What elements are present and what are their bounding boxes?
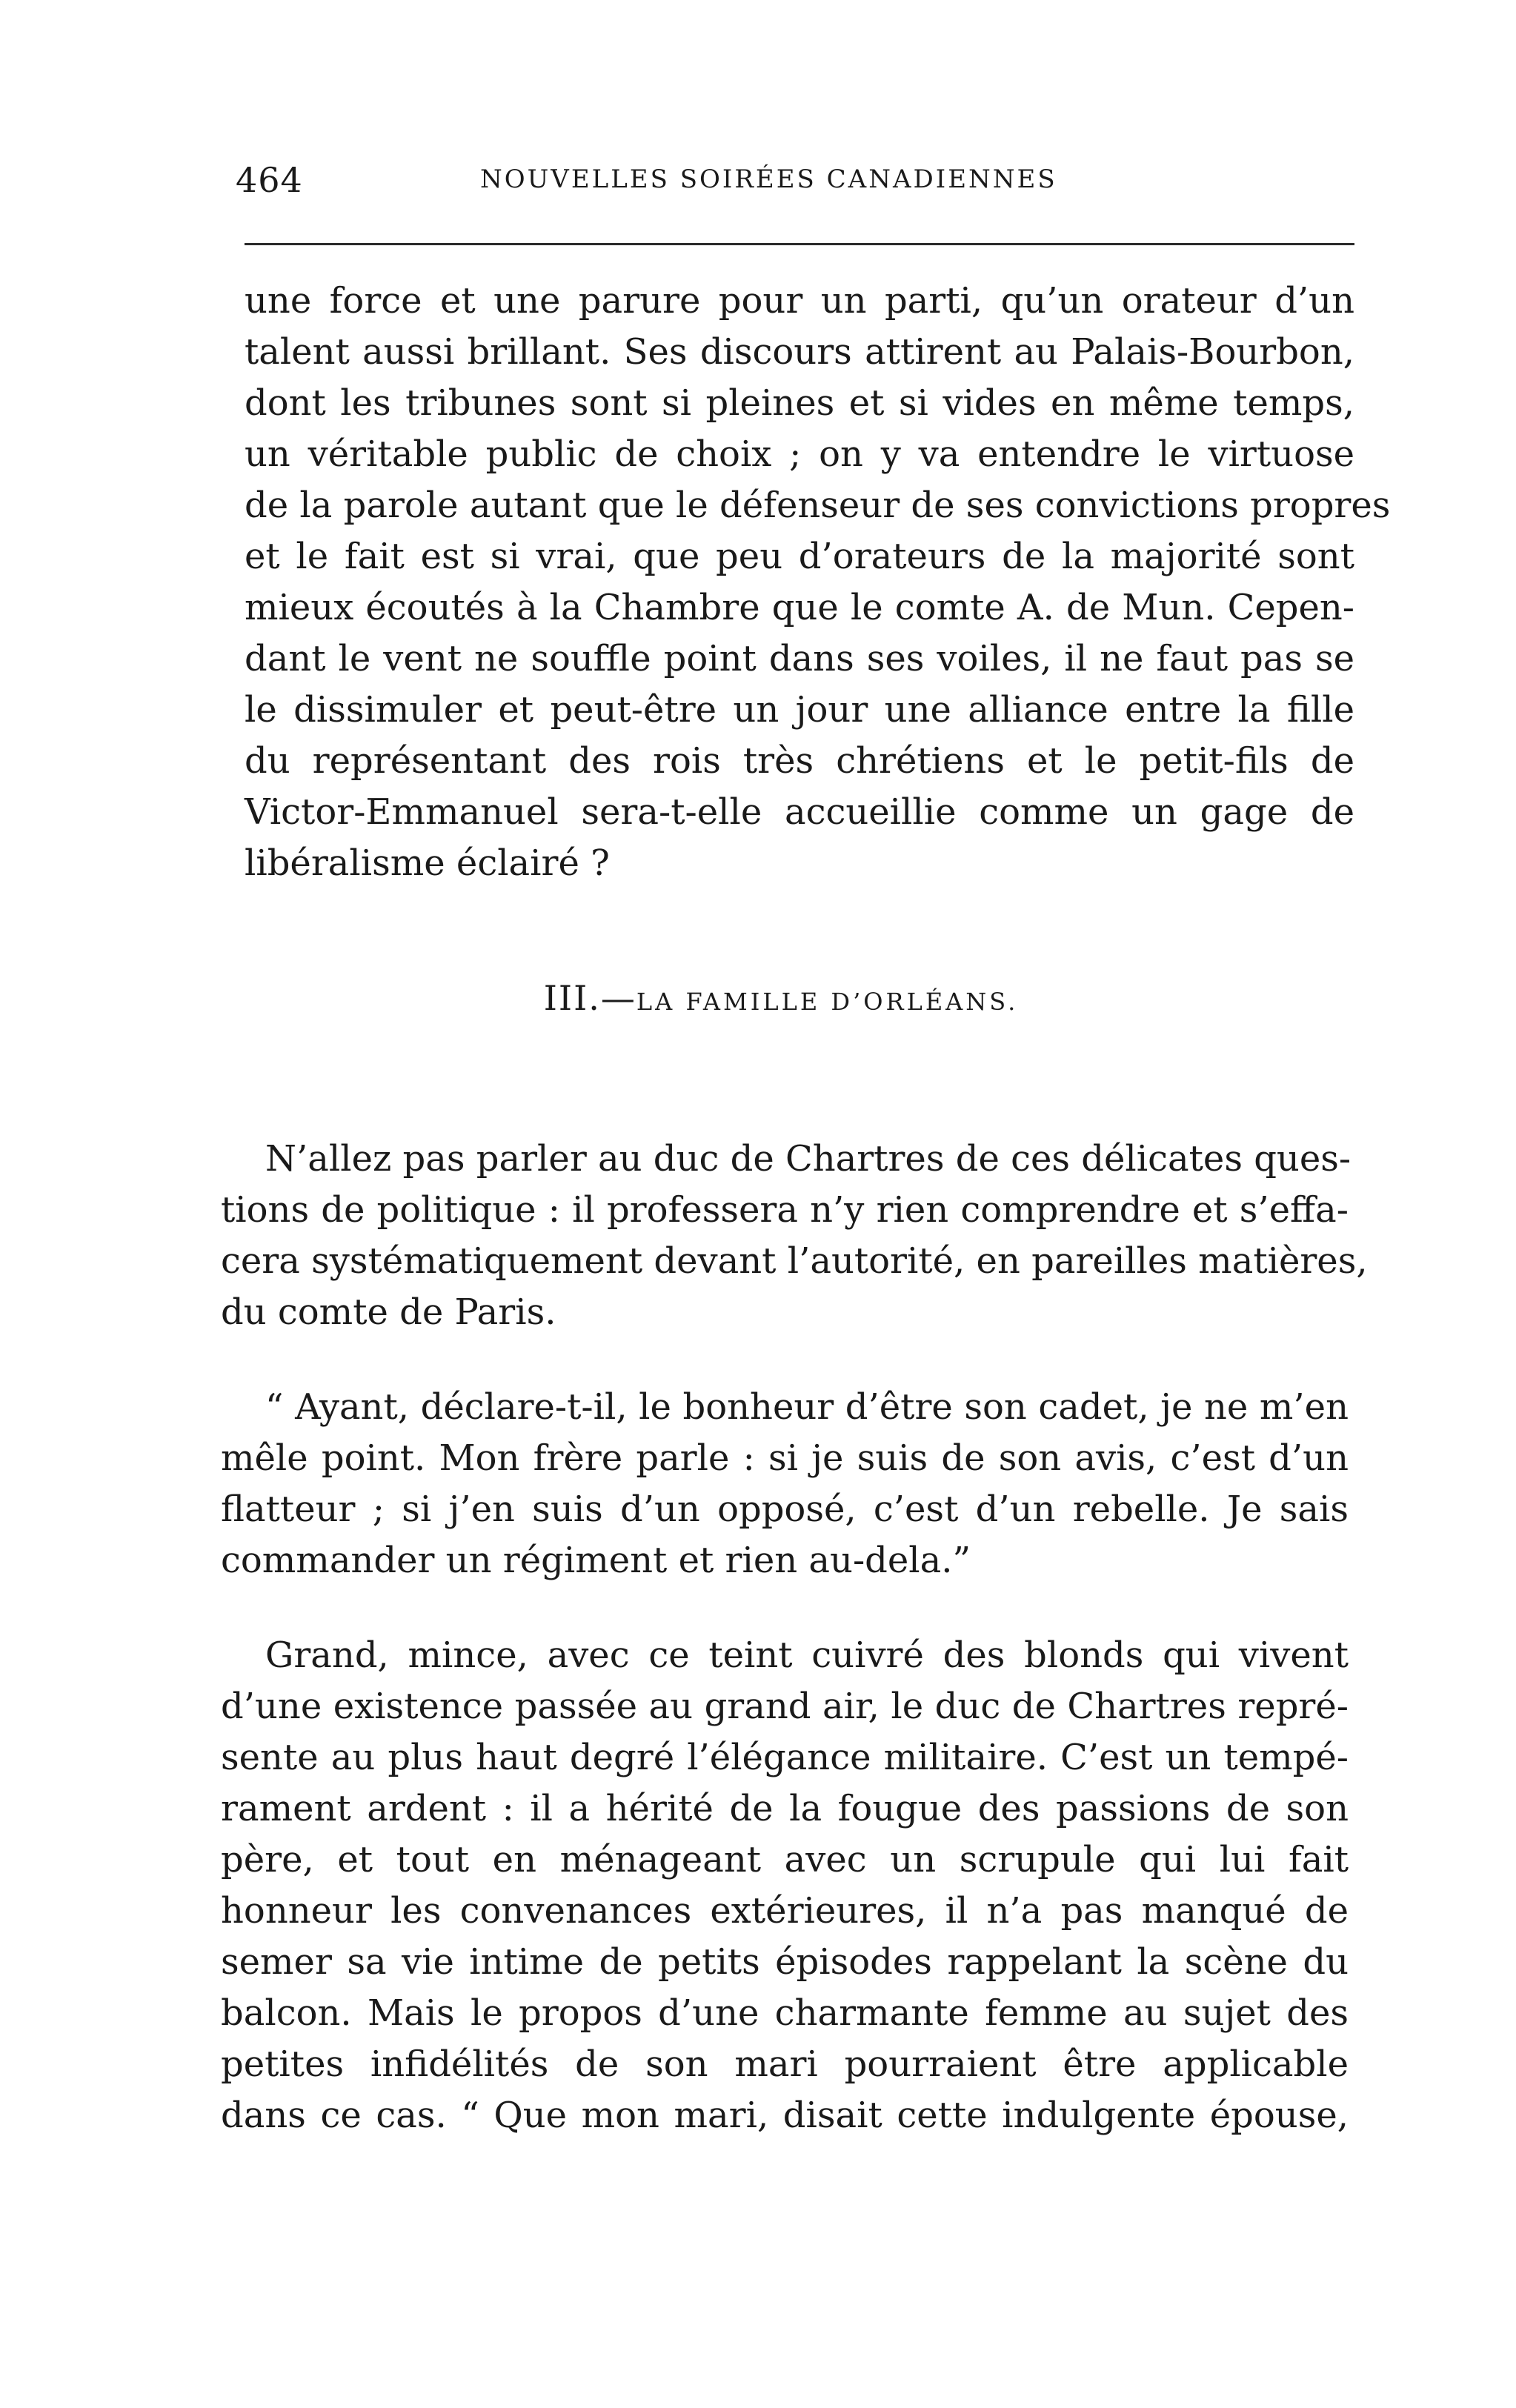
text-line: du comte de Paris.	[221, 1291, 556, 1333]
text-line: semer sa vie intime de petits épisodes rappelant la scène du	[221, 1941, 1349, 1983]
text-line: commander un régiment et rien au-dela.”	[221, 1540, 971, 1581]
text-line: sente au plus haut degré l’élégance militaire. C’est un tempé-	[221, 1737, 1349, 1778]
text-line: de la parole autant que le défenseur de ses convictions propres	[245, 485, 1391, 526]
text-line: d’une existence passée au grand air, le duc de Chartres repré-	[221, 1686, 1349, 1727]
section-numeral: III.—	[543, 978, 636, 1018]
text-line: et le fait est si vrai, que peu d’orateurs de la majorité sont	[245, 536, 1354, 577]
text-line: Grand, mince, avec ce teint cuivré des blonds qui vivent	[265, 1634, 1349, 1676]
paragraph	[221, 1134, 1368, 1338]
text-line: mieux écoutés à la Chambre que le comte A. de Mun. Cepen-	[245, 587, 1354, 628]
text-line: dans ce cas. “ Que mon mari, disait cette indulgente épouse,	[221, 2095, 1349, 2136]
header-rule	[245, 243, 1354, 245]
text-line: un véritable public de choix ; on y va entendre le virtuose	[245, 433, 1354, 475]
running-head: NOUVELLES SOIRÉES CANADIENNES	[480, 164, 1057, 194]
text-line: dont les tribunes sont si pleines et si vides en même temps,	[245, 382, 1354, 424]
text-line: “ Ayant, déclare-t-il, le bonheur d’être son cadet, je ne m’en	[265, 1386, 1349, 1428]
paragraph	[221, 1630, 1349, 2141]
text-line: rament ardent : il a hérité de la fougue des passions de son	[221, 1788, 1349, 1829]
text-line: mêle point. Mon frère parle : si je suis de son avis, c’est d’un	[221, 1437, 1349, 1479]
paragraph	[221, 1382, 1349, 1586]
text-line: honneur les convenances extérieures, il n’a pas manqué de	[221, 1890, 1349, 1932]
text-line: le dissimuler et peut-être un jour une alliance entre la fille	[245, 689, 1354, 731]
text-line: N’allez pas parler au duc de Chartres de ces délicates ques-	[265, 1138, 1352, 1180]
text-line: une force et une parure pour un parti, qu’un orateur d’un	[245, 280, 1354, 322]
text-line: tions de politique : il professera n’y rien comprendre et s’effa-	[221, 1189, 1349, 1231]
text-line: petites infidélités de son mari pourraient être applicable	[221, 2043, 1349, 2085]
continued-paragraph	[245, 276, 1391, 889]
text-line: cera systématiquement devant l’autorité, en pareilles matières,	[221, 1240, 1368, 1282]
text-line: talent aussi brillant. Ses discours attirent au Palais-Bourbon,	[245, 331, 1354, 373]
page-number: 464	[236, 160, 303, 200]
text-line: Victor-Emmanuel sera-t-elle accueillie comme un gage de	[245, 791, 1354, 833]
text-line: balcon. Mais le propos d’une charmante femme au sujet des	[221, 1992, 1349, 2034]
text-line: dant le vent ne souffle point dans ses voiles, il ne faut pas se	[245, 638, 1354, 679]
text-line: flatteur ; si j’en suis d’un opposé, c’est d’un rebelle. Je sais	[221, 1489, 1349, 1530]
page-header	[236, 156, 1354, 207]
text-line: du représentant des rois très chrétiens et le petit-fils de	[245, 740, 1354, 782]
text-line: libéralisme éclairé ?	[245, 842, 610, 884]
section-heading	[0, 978, 1516, 1018]
section-title: LA FAMILLE D’ORLÉANS.	[636, 988, 1019, 1016]
text-line: père, et tout en ménageant avec un scrupule qui lui fait	[221, 1839, 1349, 1880]
